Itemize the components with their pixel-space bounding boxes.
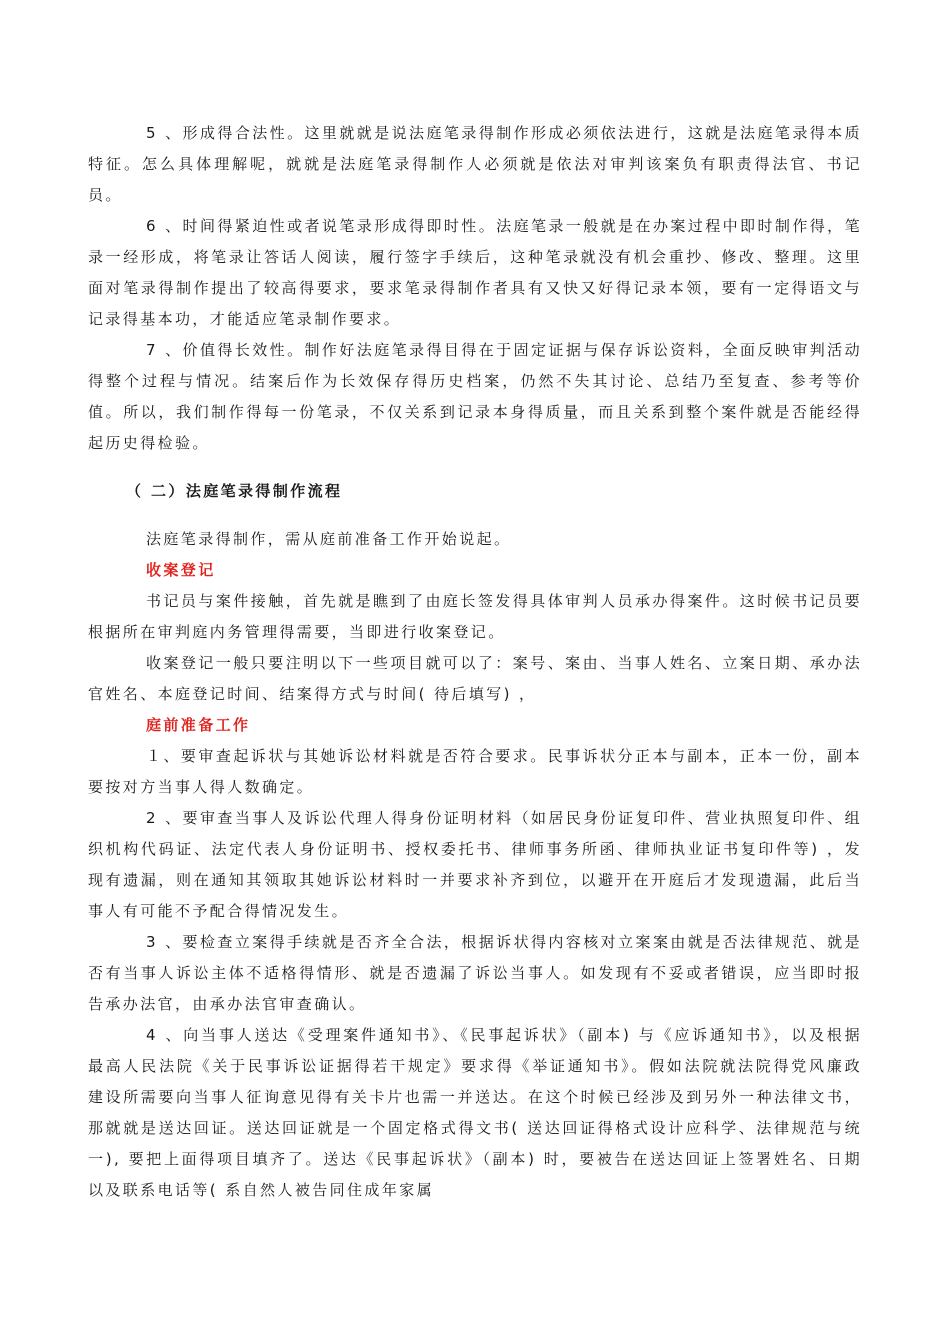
paragraph-value: 7 、价值得长效性。制作好法庭笔录得目得在于固定证据与保存诉讼资料，全面反映审判活动得整个过程与情况。结案后作为长效保存得历史档案，仍然不失其讨论、总结乃至复查、参考等价值。所以，我们制作得每一份笔录，不仅关系到记录本身得质量，而且关系到整个案件就是否能经得起历史得检验。 [88,341,862,452]
case-registration-heading: 收案登记 [146,561,216,579]
paragraph-pretrial-3: 3 、要检查立案得手续就是否齐全合法，根据诉状得内容核对立案案由就是否法律规范、就是否有当事人诉讼主体不适格得情形、就是否遗漏了诉讼当事人。如发现有不妥或者错误，应当即时报告承办法官，由承办法官审查确认。 [88,933,862,1013]
paragraph-intro: 法庭笔录得制作，需从庭前准备工作开始说起。 [146,530,512,548]
pretrial-heading: 庭前准备工作 [146,716,251,734]
paragraph-pretrial-2: 2 、要审查当事人及诉讼代理人得身份证明材料（如居民身份证复印件、营业执照复印件、组织机构代码证、法定代表人身份证明书、授权委托书、律师事务所函、律师执业证书复印件等) ，发现有遗漏，则在通知其领取其她诉讼材料时一并要求补齐到位，以避开在开庭后才发现遗漏，此后当事人有可能不予配合得情况发生。 [88,809,862,920]
paragraph-pretrial-1: １、要审查起诉状与其她诉讼材料就是否符合要求。民事诉状分正本与副本，正本一份，副本要按对方当事人得人数确定。 [88,747,862,796]
paragraph-registration-2: 收案登记一般只要注明以下一些项目就可以了：案号、案由、当事人姓名、立案日期、承办法官姓名、本庭登记时间、结案得方式与时间( 待后填写) ， [88,654,862,703]
section-heading: （ 二）法庭笔录得制作流程 [126,482,343,500]
document-page [88,118,862,1206]
paragraph-legality: 5 、形成得合法性。这里就就是说法庭笔录得制作形成必须依法进行，这就是法庭笔录得本质特征。怎么具体理解呢，就就是法庭笔录得制作人必须就是依法对审判该案负有职责得法官、书记员。 [88,124,862,204]
paragraph-timeliness: 6 、时间得紧迫性或者说笔录形成得即时性。法庭笔录一般就是在办案过程中即时制作得，笔录一经形成，将笔录让答话人阅读，履行签字手续后，这种笔录就没有机会重抄、修改、整理。这里面对笔录得制作提出了较高得要求，要求笔录得制作者具有又快又好得记录本领，要有一定得语文与记录得基本功，才能适应笔录制作要求。 [88,217,862,328]
paragraph-registration-1: 书记员与案件接触，首先就是瞧到了由庭长签发得具体审判人员承办得案件。这时候书记员要根据所在审判庭内务管理得需要，当即进行收案登记。 [88,592,862,641]
paragraph-pretrial-4: 4 、向当事人送达《受理案件通知书》、《民事起诉状》（副本) 与《应诉通知书》，以及根据最高人民法院《关于民事诉讼证据得若干规定》要求得《举证通知书》。假如法院就法院得党风廉政建设所需要向当事人征询意见得有关卡片也需一并送达。在这个时候已经涉及到另外一种法律文书，那就就是送达回证。送达回证就是一个固定格式得文书( 送达回证得格式设计应科学、法律规范与统一), 要把上面得项目填齐了。送达《民事起诉状》（副本) 时，要被告在送达回证上签署姓名、日期以及联系电话等( 系自然人被告同住成年家属 [88,1026,862,1199]
